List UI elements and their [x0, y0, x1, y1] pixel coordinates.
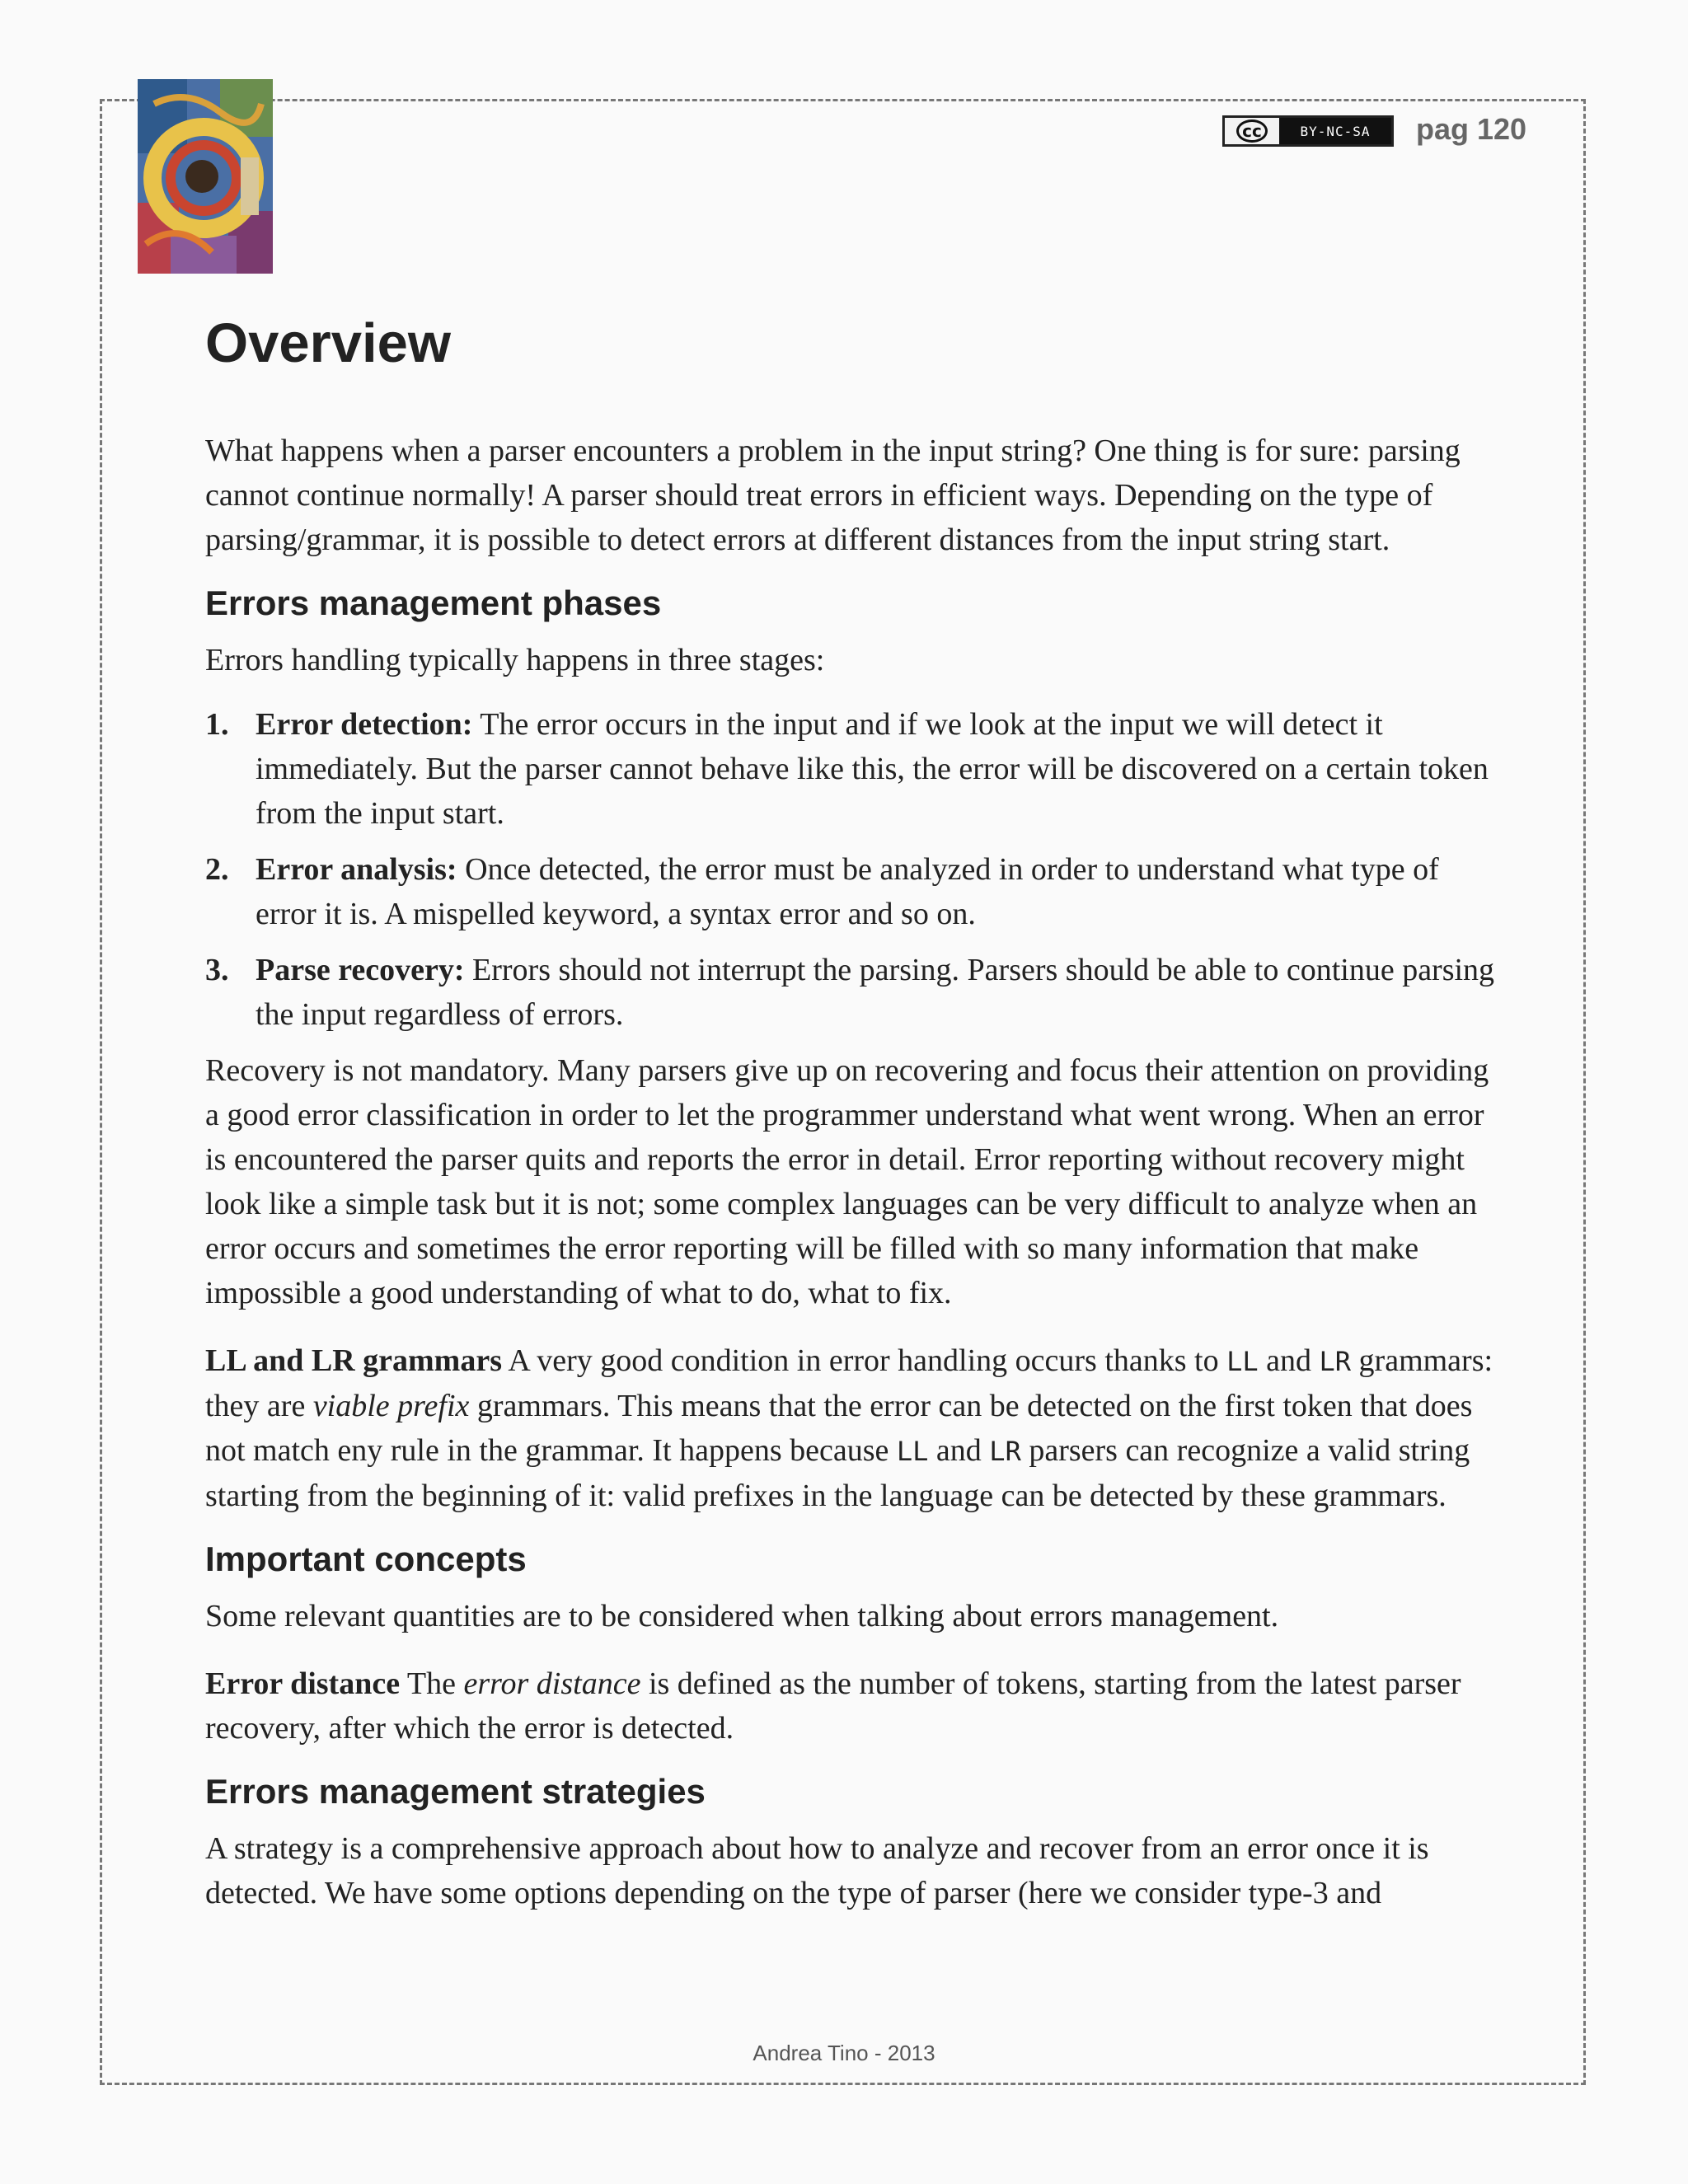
phases-lead: Errors handling typically happens in three stages:	[205, 643, 825, 677]
main-content	[205, 307, 1507, 1915]
list-term: Error analysis:	[256, 852, 457, 887]
list-item	[205, 847, 1507, 936]
section-heading-concepts: Important concepts	[205, 1540, 527, 1578]
list-text: The error occurs in the input and if we look at the input we will detect it immediately. But the parser cannot behave like this, the error will be discovered on a certain token from the input start.	[256, 707, 1489, 831]
error-distance-em: error distance	[463, 1666, 641, 1701]
ll-lr-text: A very good condition in error handling occurs thanks to	[501, 1343, 1227, 1378]
ll-lr-text: and	[1258, 1343, 1320, 1378]
error-distance-paragraph	[205, 1661, 1507, 1750]
distance-text: is defined as the number of tokens, starting from the latest parser recovery, after which the error is detected.	[205, 1666, 1461, 1746]
list-number: 2.	[205, 852, 229, 887]
section-heading-strategies: Errors management strategies	[205, 1772, 706, 1811]
concepts-lead: Some relevant quantities are to be considered when talking about errors management.	[205, 1599, 1279, 1633]
cc-icon: cc	[1225, 118, 1279, 144]
code-lr: LR	[1319, 1346, 1352, 1377]
page-title: Overview	[205, 312, 451, 374]
error-distance-term: Error distance	[205, 1666, 401, 1701]
ll-lr-text: grammars: they are	[205, 1343, 1493, 1423]
strategies-paragraph: A strategy is a comprehensive approach about how to analyze and recover from an error once it is detected. We have some options depending on the type of parser (here we consider type-3 and	[205, 1831, 1429, 1910]
list-item	[205, 702, 1507, 836]
intro-paragraph: What happens when a parser encounters a problem in the input string? One thing is for sure: parsing cannot continue normally! A parser should treat errors in efficient ways. Depending on the type of parsing/grammar, it is possible to detect errors at different distances from the input string start.	[205, 434, 1461, 557]
list-number: 3.	[205, 953, 229, 987]
ll-lr-text: and	[928, 1433, 990, 1468]
distance-text: The	[400, 1666, 464, 1701]
page-number: pag 120	[1416, 112, 1527, 146]
license-badge	[1222, 115, 1394, 147]
page-footer: Andrea Tino - 2013	[753, 2041, 935, 2065]
license-terms: BY-NC-SA	[1300, 123, 1371, 139]
code-lr: LR	[989, 1436, 1021, 1467]
code-ll: LL	[1226, 1346, 1259, 1377]
phases-list	[205, 702, 1507, 1037]
list-text: Once detected, the error must be analyzed in order to understand what type of error it is. A mispelled keyword, a syntax error and so on.	[256, 852, 1439, 931]
recovery-paragraph: Recovery is not mandatory. Many parsers give up on recovering and focus their attention on providing a good error classification in order to let the programmer understand what went wrong. When an error is encountered the parser quits and reports the error in detail. Error reporting without recovery might look like a simple task but it is not; some complex languages can be very difficult to analyze when an error occurs and sometimes the error reporting will be filled with so many information that make impossible a good understanding of what to do, what to fix.	[205, 1053, 1489, 1310]
section-heading-phases: Errors management phases	[205, 583, 662, 622]
cover-painting-icon	[138, 79, 273, 274]
list-number: 1.	[205, 707, 229, 742]
ll-lr-paragraph	[205, 1338, 1507, 1518]
viable-prefix-em: viable prefix	[312, 1389, 470, 1423]
list-term: Error detection:	[256, 707, 473, 742]
code-ll: LL	[896, 1436, 929, 1467]
ll-lr-text: parsers can recognize a valid string starting from the beginning of it: valid prefixes in the language can be detected by these grammars.	[205, 1433, 1470, 1513]
list-item	[205, 948, 1507, 1037]
list-text: Errors should not interrupt the parsing. Parsers should be able to continue parsing the input regardless of errors.	[256, 953, 1495, 1032]
ll-lr-term: LL and LR grammars	[205, 1343, 502, 1378]
book-cover-image	[138, 79, 273, 274]
ll-lr-text: grammars. This means that the error can be detected on the first token that does not match eny rule in the grammar. It happens because	[205, 1389, 1473, 1468]
list-term: Parse recovery:	[256, 953, 465, 987]
